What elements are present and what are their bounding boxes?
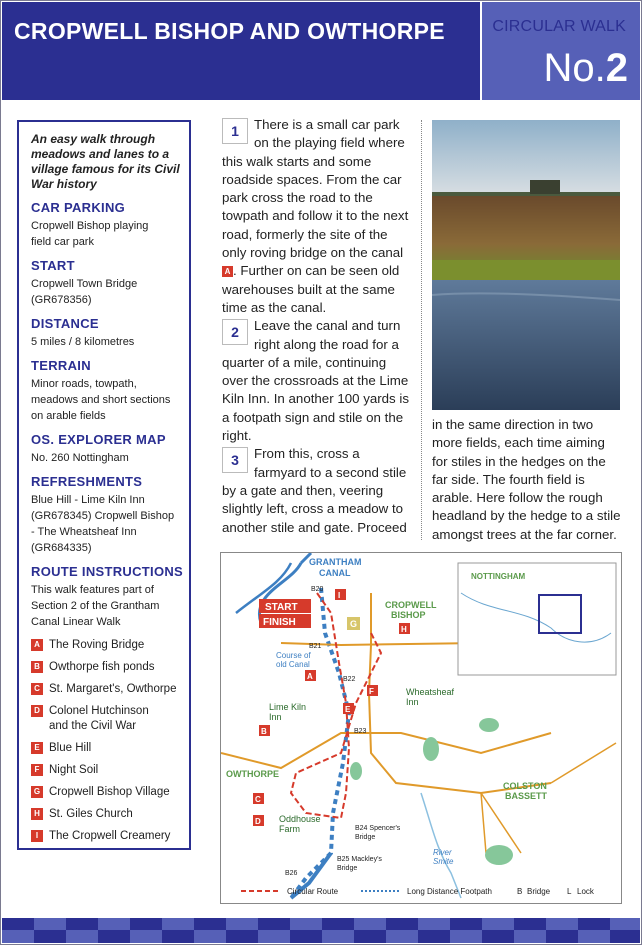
river-label: River <box>433 848 452 857</box>
terrain-text: Minor roads, towpath, meadows and short sections on arable fields <box>31 378 171 422</box>
legend-label: The Roving Bridge <box>49 639 145 651</box>
course-label: old Canal <box>276 660 310 669</box>
finish-label: FINISH <box>263 617 296 628</box>
info-sidebar <box>17 120 191 850</box>
column-divider <box>421 120 422 540</box>
key-path: Long Distance Footpath <box>407 887 492 896</box>
page-title: CROPWELL BISHOP AND OWTHORPE <box>14 18 445 44</box>
list-item <box>31 704 189 734</box>
key-lock-symbol: L <box>567 887 572 896</box>
map-marker-e: E <box>345 705 351 714</box>
bridge-label: B22 <box>343 676 356 683</box>
step-text: There is a small car park on the playing field where this walk starts and some roadside spaces. From the car park cross the road to the towpath and follow it to the next road, formerly the site of the only roving bridge on the canal <box>222 117 409 261</box>
intro-text: An easy walk through meadows and lanes to a village famous for its Civil War history <box>31 132 180 191</box>
map-marker-i: I <box>338 591 341 600</box>
map-marker-c: C <box>255 795 261 804</box>
distance-text: 5 miles / 8 kilometres <box>31 336 135 348</box>
limekiln-label: Lime Kiln <box>269 702 307 712</box>
owthorpe-label: OWTHORPE <box>226 769 279 779</box>
bridge-label: Bridge <box>355 834 376 841</box>
list-item <box>31 741 189 756</box>
legend-label: Blue Hill <box>49 742 92 754</box>
step-1 <box>222 116 412 317</box>
legend-label: St. Margaret's, Owthorpe <box>49 683 177 695</box>
cropwell-label: BISHOP <box>391 610 426 620</box>
bridge-label: B23 <box>354 728 367 735</box>
list-item <box>31 660 189 675</box>
car-parking-heading: CAR PARKING <box>31 200 126 215</box>
points-of-interest-list <box>31 638 189 844</box>
list-item <box>31 785 189 800</box>
landscape-photo <box>432 120 620 410</box>
walk-number-digit: 2 <box>605 46 628 90</box>
wheatsheaf-label: Inn <box>406 697 419 707</box>
marker-i-icon: I <box>31 830 43 842</box>
route-instructions-text: This walk features part of Section 2 of the Grantham Canal Linear Walk <box>31 584 160 628</box>
bridge-label: B20 <box>311 586 324 593</box>
bridge-label: Bridge <box>337 865 358 872</box>
footer-band <box>2 918 640 943</box>
marker-b-icon: B <box>31 661 43 673</box>
photo-image <box>432 120 620 410</box>
marker-h-icon: H <box>31 808 43 820</box>
river-label: Smite <box>433 857 454 866</box>
colston-label: BASSETT <box>505 791 548 801</box>
bridge-label: B25 Mackley's <box>337 856 382 863</box>
walk-label: CIRCULAR WALK <box>492 18 626 35</box>
legend-label: Owthorpe fish ponds <box>49 661 155 673</box>
refreshments-heading: REFRESHMENTS <box>31 474 143 489</box>
map-marker-f: F <box>369 687 374 696</box>
walk-number-panel <box>482 2 640 100</box>
nottingham-label: NOTTINGHAM <box>471 572 526 581</box>
legend-label: Colonel Hutchinson and the Civil War <box>49 705 149 732</box>
legend-label: Cropwell Bishop Village <box>49 786 170 798</box>
oddhouse-label: Oddhouse <box>279 814 321 824</box>
limekiln-label: Inn <box>269 712 282 722</box>
start-label: START <box>265 602 298 613</box>
route-map <box>220 552 622 904</box>
map-marker-a: A <box>307 672 313 681</box>
legend-label: Night Soil <box>49 764 99 776</box>
step-number: 2 <box>222 319 248 345</box>
step-3-continued: in the same direction in two more fields, each time aiming for stiles in the hedges on the far side. The fourth field is arable. Here follow the rough headland by the hedge to a stile amongst trees at the far corner. <box>432 417 621 542</box>
os-map-heading: OS. EXPLORER MAP <box>31 432 166 447</box>
step-number: 1 <box>222 118 248 144</box>
step-text: From this, cross a farmyard to a second stile by a gate and then, veering slightly left, cross a meadow to another stile and gate. Proceed <box>222 446 407 535</box>
colston-label: COLSTON <box>503 781 547 791</box>
canal-label: GRANTHAM <box>309 557 362 567</box>
key-lock: Lock <box>577 887 594 896</box>
oddhouse-label: Farm <box>279 824 300 834</box>
bridge-label: B24 Spencer's <box>355 825 401 832</box>
marker-a-icon: A <box>222 266 233 277</box>
walk-number <box>544 46 629 91</box>
step-3 <box>222 445 412 536</box>
header-banner <box>2 2 480 100</box>
legend-label: The Cropwell Creamery <box>49 830 171 842</box>
marker-d-icon: D <box>31 705 43 717</box>
terrain-heading: TERRAIN <box>31 358 91 373</box>
marker-g-icon: G <box>31 786 43 798</box>
directions-column <box>222 116 412 537</box>
list-item <box>31 807 189 822</box>
map-marker-d: D <box>255 817 261 826</box>
cropwell-label: CROPWELL <box>385 600 437 610</box>
os-map-text: No. 260 Nottingham <box>31 452 129 464</box>
step-number: 3 <box>222 447 248 473</box>
marker-f-icon: F <box>31 764 43 776</box>
bridge-label: B21 <box>309 643 322 650</box>
course-label: Course of <box>276 651 311 660</box>
canal-label: CANAL <box>319 568 351 578</box>
checker-pattern <box>2 918 640 943</box>
key-bridge-symbol: B <box>517 887 523 896</box>
map-marker-h: H <box>401 625 407 634</box>
start-heading: START <box>31 258 75 273</box>
walk-number-prefix: No. <box>543 46 606 90</box>
bridge-label: B26 <box>285 870 298 877</box>
start-text: Cropwell Town Bridge (GR678356) <box>31 278 138 306</box>
map-marker-g: G <box>350 619 358 629</box>
car-parking-text: Cropwell Bishop playing field car park <box>31 220 149 248</box>
step-text: Leave the canal and turn right along the road for a quarter of a mile, continuing over the crossroads at the Lime Kiln Inn. In another 100 yards is a footpath sign and stile on the right. <box>222 318 410 444</box>
marker-e-icon: E <box>31 742 43 754</box>
marker-a-icon: A <box>31 639 43 651</box>
list-item <box>31 638 189 653</box>
wheatsheaf-label: Wheatsheaf <box>406 687 455 697</box>
legend-label: St. Giles Church <box>49 808 133 820</box>
step-text: . Further on can be seen old warehouses built at the same time as the canal. <box>222 263 400 315</box>
distance-heading: DISTANCE <box>31 316 99 331</box>
list-item <box>31 682 189 697</box>
key-route: Circular Route <box>287 887 339 896</box>
list-item <box>31 763 189 778</box>
directions-continued <box>432 416 622 544</box>
list-item <box>31 829 189 844</box>
refreshments-text: Blue Hill - Lime Kiln Inn (GR678345) Cropwell Bishop - The Wheatsheaf Inn (GR684335) <box>31 494 175 554</box>
map-marker-b: B <box>261 727 267 736</box>
key-bridge: Bridge <box>527 887 551 896</box>
marker-c-icon: C <box>31 683 43 695</box>
step-2 <box>222 317 412 445</box>
route-instructions-heading: ROUTE INSTRUCTIONS <box>31 564 184 579</box>
